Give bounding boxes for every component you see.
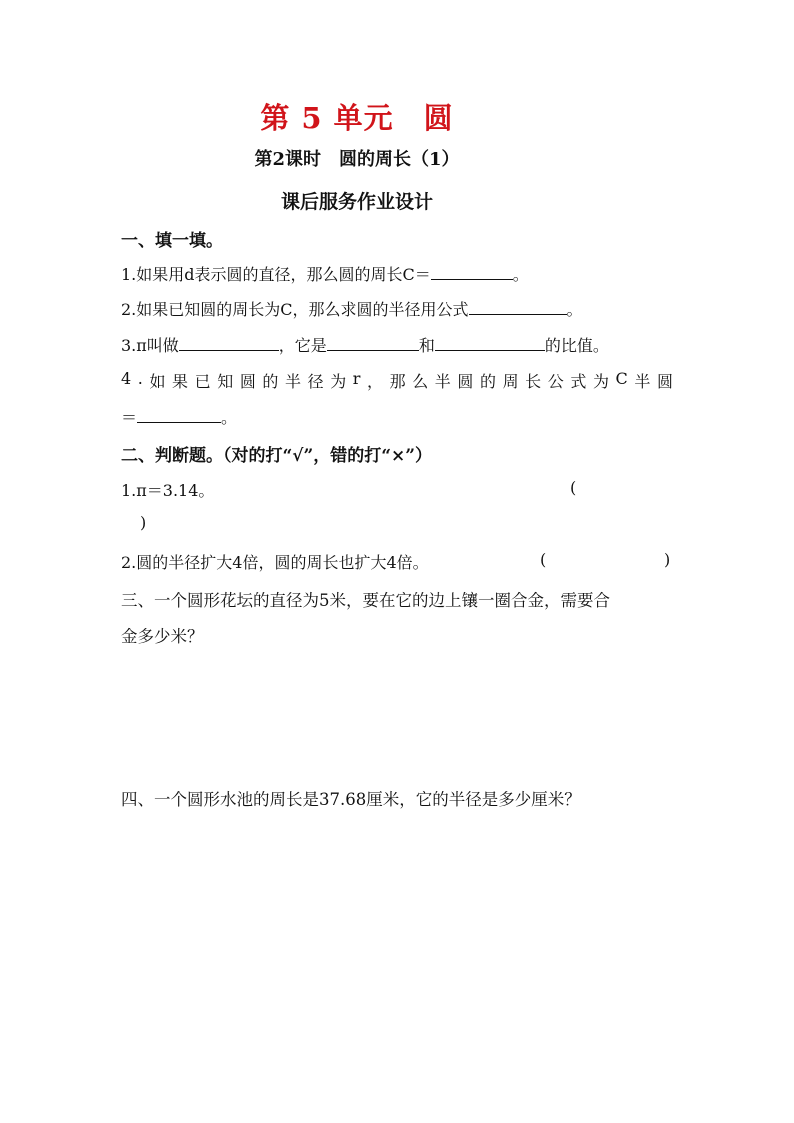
question-char: r bbox=[352, 369, 361, 388]
question-char: 式 bbox=[570, 372, 587, 391]
worksheet-subtitle: 课后服务作业设计 bbox=[280, 191, 433, 213]
question-text: ＝ bbox=[121, 408, 138, 427]
question-1-4-line-1 bbox=[121, 369, 673, 392]
question-text-end: 。 bbox=[221, 408, 238, 427]
answer-paren-close[interactable]: ) bbox=[140, 513, 147, 532]
answer-paren-close[interactable]: ) bbox=[664, 550, 671, 569]
answer-paren-open[interactable]: ( bbox=[570, 478, 577, 497]
unit-title: 第 5 单元 圆 bbox=[260, 101, 454, 135]
question-text: 2.如果已知圆的周长为C，那么求圆的半径用公式 bbox=[121, 300, 469, 319]
question-char: 半 bbox=[434, 372, 451, 391]
answer-blank[interactable] bbox=[179, 334, 279, 351]
question-1-3 bbox=[121, 333, 609, 356]
answer-paren-open[interactable]: ( bbox=[540, 550, 547, 569]
question-2-2-text: 2.圆的半径扩大4倍，圆的周长也扩大4倍。 bbox=[121, 553, 429, 572]
question-char: 那 bbox=[389, 372, 406, 391]
question-char: 为 bbox=[330, 372, 347, 391]
question-char: 知 bbox=[217, 372, 234, 391]
question-char: 如 bbox=[149, 372, 166, 391]
question-text-end: 。 bbox=[512, 265, 529, 284]
question-char: 为 bbox=[592, 372, 609, 391]
answer-blank[interactable] bbox=[431, 263, 513, 280]
answer-blank[interactable] bbox=[327, 334, 419, 351]
question-char: 半 bbox=[634, 372, 651, 391]
question-text: 1.如果用d表示圆的直径，那么圆的周长C＝ bbox=[121, 265, 431, 284]
question-char: 周 bbox=[502, 372, 519, 391]
question-char: 半 bbox=[285, 372, 302, 391]
section-1-heading: 一、填一填。 bbox=[121, 231, 223, 251]
question-char: 圆 bbox=[656, 372, 673, 391]
question-char: 的 bbox=[479, 372, 496, 391]
answer-blank[interactable] bbox=[137, 406, 221, 423]
lesson-title: 第2课时 圆的周长（1） bbox=[254, 149, 460, 170]
question-1-4-line-2 bbox=[121, 405, 237, 428]
answer-blank[interactable] bbox=[435, 334, 545, 351]
question-text: 3.π叫做 bbox=[121, 336, 179, 355]
question-text: ，它是 bbox=[278, 336, 327, 355]
answer-blank[interactable] bbox=[469, 298, 567, 315]
question-text-end: 的比值。 bbox=[544, 336, 609, 355]
question-char: 的 bbox=[262, 372, 279, 391]
question-char: 公 bbox=[547, 372, 564, 391]
question-char: 果 bbox=[172, 372, 189, 391]
question-char: 长 bbox=[525, 372, 542, 391]
question-char: 已 bbox=[194, 372, 211, 391]
question-2-1-text: 1.π＝3.14。 bbox=[121, 481, 215, 500]
question-char: 圆 bbox=[457, 372, 474, 391]
question-char: . bbox=[137, 369, 143, 388]
section-3-line-1: 三、一个圆形花坛的直径为5米，要在它的边上镶一圈合金，需要合 bbox=[121, 591, 610, 610]
question-char: 圆 bbox=[239, 372, 256, 391]
question-char: C bbox=[615, 369, 628, 388]
question-1-2 bbox=[121, 297, 583, 320]
question-text: 和 bbox=[418, 336, 435, 355]
question-char: ， bbox=[367, 372, 384, 391]
question-char: 么 bbox=[412, 372, 429, 391]
question-char: 4 bbox=[121, 369, 132, 388]
question-char: 径 bbox=[307, 372, 324, 391]
section-4-line-1: 四、一个圆形水池的周长是37.68厘米，它的半径是多少厘米？ bbox=[121, 790, 581, 809]
question-text-end: 。 bbox=[566, 300, 583, 319]
section-2-heading: 二、判断题。（对的打“√”，错的打“×”） bbox=[121, 446, 433, 466]
question-1-1 bbox=[121, 262, 529, 285]
section-3-line-2: 金多少米？ bbox=[121, 627, 204, 646]
